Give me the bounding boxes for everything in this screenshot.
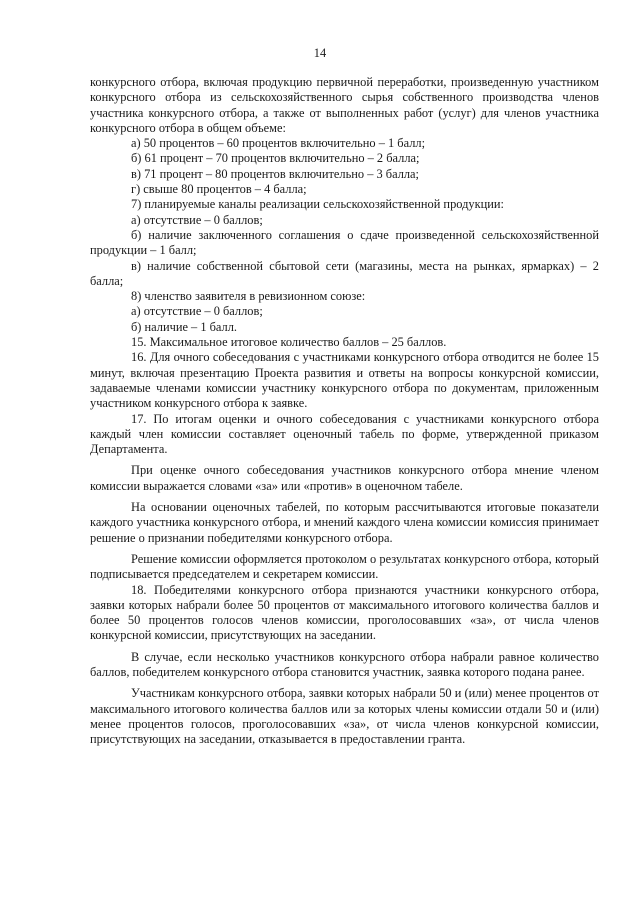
paragraph: конкурсного отбора, включая продукцию первичной переработки, произведенную участником конкурсного отбора из сельскохозяйственного сырья собственного производства членов участника конкурсного отбора, а также от выполненных работ (услуг) для членов участника конкурсного отбора в общем объеме:	[90, 75, 599, 135]
paragraph: 17. По итогам оценки и очного собеседования с участниками конкурсного отбора каждый член комиссии составляет оценочный табель по форме, утвержденной приказом Департамента.	[90, 411, 599, 457]
paragraph: 18. Победителями конкурсного отбора признаются участники конкурсного отбора, заявки которых набрали более 50 процентов от максимального итогового количества баллов и более 50 процентов голосов членов комиссии, проголосовавших «за», от числа членов конкурсной комиссии, присутствующих на заседании.	[90, 582, 599, 643]
paragraph: а) отсутствие – 0 баллов;	[131, 304, 263, 319]
paragraph: 8) членство заявителя в ревизионном союзе:	[131, 289, 366, 304]
paragraph: В случае, если несколько участников конкурсного отбора набрали равное количество баллов, победителем конкурсного отбора становится участник, заявка которого подана ранее.	[90, 649, 599, 679]
paragraph: При оценке очного собеседования участников конкурсного отбора мнение членом комиссии выражается словами «за» или «против» в оценочном табеле.	[90, 463, 599, 493]
page-number: 14	[313, 46, 327, 60]
paragraph: Решение комиссии оформляется протоколом о результатах конкурсного отбора, который подписывается председателем и секретарем комиссии.	[90, 551, 599, 582]
paragraph: 15. Максимальное итоговое количество баллов – 25 баллов.	[131, 335, 447, 350]
document-body	[90, 75, 599, 747]
paragraph: 16. Для очного собеседования с участниками конкурсного отбора отводится не более 15 минут, включая презентацию Проекта развития и ответы на вопросы конкурсной комиссии, задаваемые членами комиссии участнику конкурсного отбора по документам, приложенным участником конкурсного отбора к заявке.	[90, 350, 599, 411]
paragraph: б) наличие заключенного соглашения о сдаче произведенной сельскохозяйственной продукции – 1 балл;	[90, 227, 599, 258]
paragraph: в) 71 процент – 80 процентов включительно – 3 балла;	[131, 166, 419, 181]
paragraph: г) свыше 80 процентов – 4 балла;	[131, 182, 307, 197]
paragraph: 7) планируемые каналы реализации сельскохозяйственной продукции:	[131, 197, 504, 212]
paragraph: в) наличие собственной сбытовой сети (магазины, места на рынках, ярмарках) – 2 балла;	[90, 258, 599, 288]
paragraph: Участникам конкурсного отбора, заявки которых набрали 50 и (или) менее процентов от максимального итогового количества баллов или за которых члены комиссии отдали 50 и (или) менее процентов голосов, проголосовавших «за», от числа членов конкурсной комиссии, присутствующих на заседании, отказывается в предоставлении гранта.	[90, 686, 599, 747]
paragraph: На основании оценочных табелей, по которым рассчитываются итоговые показатели каждого участника конкурсного отбора, и мнений каждого члена комиссии комиссия принимает решение о признании победителями конкурсного отбора.	[90, 500, 599, 545]
paragraph: б) наличие – 1 балл.	[131, 319, 238, 334]
paragraph: а) 50 процентов – 60 процентов включительно – 1 балл;	[131, 136, 426, 151]
paragraph: а) отсутствие – 0 баллов;	[131, 212, 263, 227]
paragraph: б) 61 процент – 70 процентов включительно – 2 балла;	[131, 151, 420, 166]
